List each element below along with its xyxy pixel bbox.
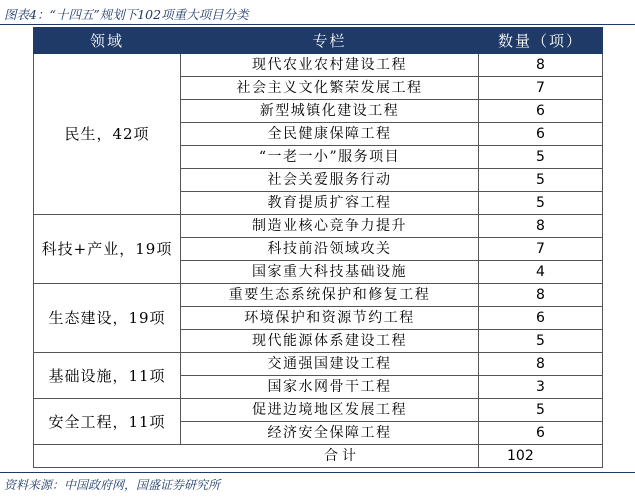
- count-cell: 3: [479, 376, 603, 399]
- count-cell: 5: [479, 399, 603, 422]
- header-domain: 领域: [34, 28, 181, 54]
- total-label: 合计: [34, 445, 479, 468]
- table-row: [34, 284, 603, 307]
- column-name-cell: 重要生态系统保护和修复工程: [181, 284, 479, 307]
- count-cell: 6: [479, 422, 603, 445]
- column-name-cell: 经济安全保障工程: [181, 422, 479, 445]
- column-name-cell: 社会主义文化繁荣发展工程: [181, 77, 479, 100]
- source-rule: [0, 472, 635, 473]
- column-name-cell: 促进边境地区发展工程: [181, 399, 479, 422]
- count-cell: 5: [479, 330, 603, 353]
- domain-cell: 科技+产业，19项: [34, 215, 181, 284]
- count-cell: 8: [479, 215, 603, 238]
- column-name-cell: “一老一小”服务项目: [181, 146, 479, 169]
- table-row: [34, 353, 603, 376]
- table-row: [34, 215, 603, 238]
- column-name-cell: 国家水网骨干工程: [181, 376, 479, 399]
- projects-table: [33, 27, 603, 468]
- count-cell: 5: [479, 146, 603, 169]
- table-header-row: [34, 28, 603, 54]
- count-cell: 5: [479, 169, 603, 192]
- column-name-cell: 科技前沿领域攻关: [181, 238, 479, 261]
- column-name-cell: 制造业核心竞争力提升: [181, 215, 479, 238]
- count-cell: 7: [479, 238, 603, 261]
- caption-rule: [0, 24, 635, 25]
- count-cell: 7: [479, 77, 603, 100]
- header-count: 数量（项）: [479, 28, 603, 54]
- count-cell: 6: [479, 100, 603, 123]
- header-column: 专栏: [181, 28, 479, 54]
- column-name-cell: 现代农业农村建设工程: [181, 54, 479, 77]
- total-row: [34, 445, 603, 468]
- count-cell: 8: [479, 54, 603, 77]
- count-cell: 8: [479, 353, 603, 376]
- count-cell: 4: [479, 261, 603, 284]
- total-value: 102: [479, 445, 603, 468]
- column-name-cell: 全民健康保障工程: [181, 123, 479, 146]
- domain-cell: 生态建设，19项: [34, 284, 181, 353]
- domain-cell: 基础设施，11项: [34, 353, 181, 399]
- table-body: [34, 54, 603, 468]
- count-cell: 8: [479, 284, 603, 307]
- column-name-cell: 教育提质扩容工程: [181, 192, 479, 215]
- domain-cell: 安全工程，11项: [34, 399, 181, 445]
- domain-cell: 民生，42项: [34, 54, 181, 215]
- column-name-cell: 现代能源体系建设工程: [181, 330, 479, 353]
- column-name-cell: 新型城镇化建设工程: [181, 100, 479, 123]
- column-name-cell: 交通强国建设工程: [181, 353, 479, 376]
- table-row: [34, 399, 603, 422]
- column-name-cell: 社会关爱服务行动: [181, 169, 479, 192]
- column-name-cell: 国家重大科技基础设施: [181, 261, 479, 284]
- count-cell: 6: [479, 307, 603, 330]
- column-name-cell: 环境保护和资源节约工程: [181, 307, 479, 330]
- figure-caption: 图表4：“十四五”规划下102项重大项目分类: [4, 7, 249, 22]
- source-note: 资料来源：中国政府网，国盛证券研究所: [4, 478, 221, 492]
- count-cell: 5: [479, 192, 603, 215]
- table-row: [34, 54, 603, 77]
- count-cell: 6: [479, 123, 603, 146]
